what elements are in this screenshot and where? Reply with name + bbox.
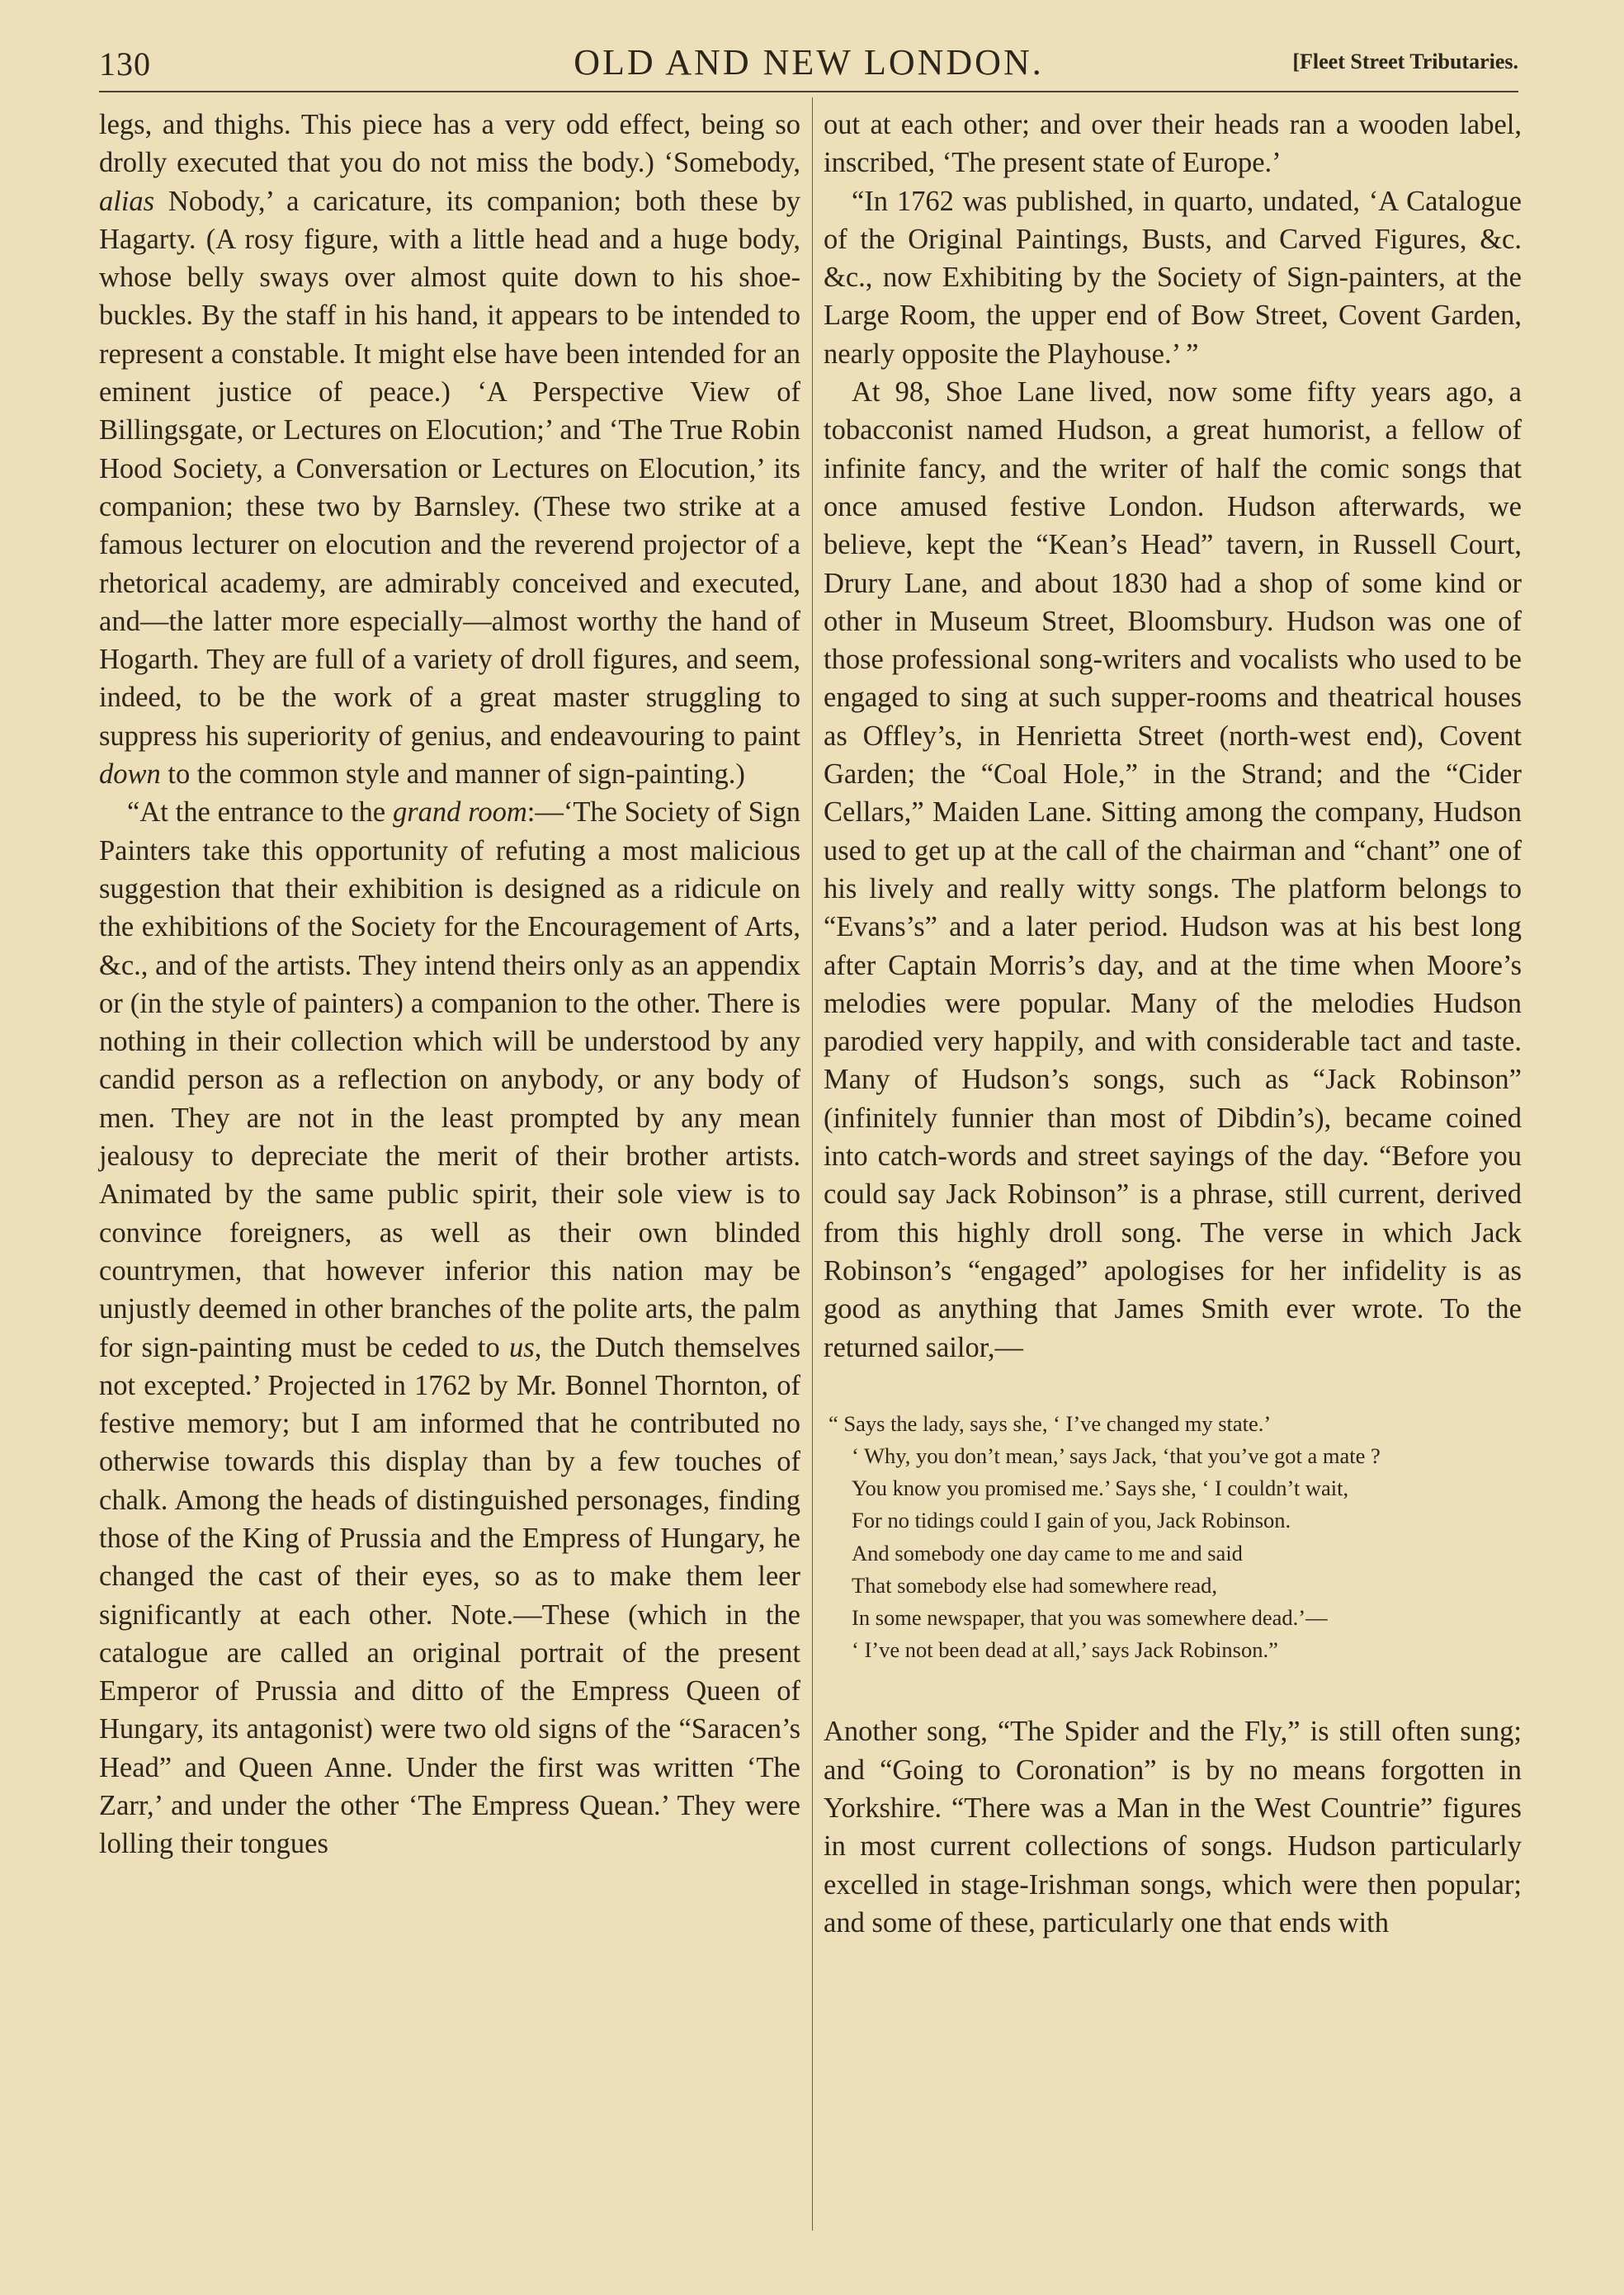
verse-line: That somebody else had somewhere read, bbox=[852, 1572, 1217, 1598]
paragraph: out at each other; and over their heads ran a wooden label, inscribed, ‘The present state of Europe.’ bbox=[824, 109, 1522, 179]
verse-line: And somebody one day came to me and said bbox=[852, 1540, 1243, 1565]
paragraph: “In 1762 was published, in quarto, undated, ‘A Catalogue of the Original Paintings, Busts, and Carved Figures, &c. &c., now Exhibiting by the Society of Sign-painters, at the Large Room, the upper end of Bow Street, Covent Garden, nearly opposite the Playhouse.’ ” bbox=[824, 185, 1522, 370]
verse-line: In some newspaper, that you was somewhere dead.’— bbox=[852, 1605, 1328, 1631]
paragraph: “At the entrance to the grand room:—‘The Society of Sign Painters take this opportunity of refuting a most malicious suggestion that their exhibition is designed as a ridicule on the exhibitions of the Society for the Encouragement of Arts, &c., and of the artists. They intend theirs only as an appendix or (in the style of painters) a companion to the other. There is nothing in their collection which will be understood by any candid person as a reflection on anybody, or any body of men. They are not in the least prompted by any mean jealousy to depreciate the merit of their brother artists. Animated by the same public spirit, their sole view is to convince foreigners, as well as their own blinded countrymen, that however inferior this nation may be unjustly deemed in other branches of the polite arts, the palm for sign-painting must be ceded to us, the Dutch themselves not excepted.’ Projected in 1762 by Mr. Bonnel Thornton, of festive memory; but I am informed that he contributed no otherwise towards this display than by a few touches of chalk. Among the heads of distinguished personages, finding those of the King of Prussia and the Empress of Hungary, he changed the cast of their eyes, so as to make them leer significantly at each other. Note.—These (which in the catalogue are called an original portrait of the present Emperor of Prussia and ditto of the Empress Queen of Hungary, its antagonist) were two old signs of the “Saracen’s Head” and Queen Anne. Under the first was written ‘The Zarr,’ and under the other ‘The Empress Quean.’ They were lolling their tongues bbox=[99, 796, 800, 1860]
verse-line: ‘ Why, you don’t mean,’ says Jack, ‘that you’ve got a mate ? bbox=[852, 1443, 1381, 1468]
verse-line: ‘ I’ve not been dead at all,’ says Jack Robinson.” bbox=[852, 1637, 1278, 1663]
verse-line: You know you promised me.’ Says she, ‘ I couldn’t wait, bbox=[852, 1476, 1349, 1501]
verse-block bbox=[829, 1408, 1522, 1667]
column-divider bbox=[812, 97, 813, 2231]
running-title: OLD AND NEW LONDON. bbox=[574, 42, 1044, 83]
page-number: 130 bbox=[99, 45, 151, 83]
page-header bbox=[99, 31, 1518, 89]
paragraph: legs, and thighs. This piece has a very odd effect, being so drolly executed that you do not miss the body.) ‘Somebody, alias Nobody,’ a caricature, its companion; both these by Hagarty. (A rosy figure, with a little head and a huge body, whose belly sways over almost quite down to his shoe-buckles. By the staff in his hand, it appears to be intended to represent a constable. It might else have been intended for an eminent justice of peace.) ‘A Perspective View of Billingsgate, or Lectures on Elocution;’ and ‘The True Robin Hood Society, a Conversation or Lectures on Elocution,’ its companion; these two by Barnsley. (These two strike at a famous lecturer on elocution and the reverend projector of a rhetorical academy, are admirably conceived and executed, and—the latter more especially—almost worthy the hand of Hogarth. They are full of a variety of droll figures, and seem, indeed, to be the work of a great master struggling to suppress his superiority of genius, and endeavouring to paint down to the common style and manner of sign-painting.) bbox=[99, 109, 800, 791]
section-title: [Fleet Street Tributaries. bbox=[1292, 50, 1518, 73]
header-rule bbox=[99, 91, 1518, 92]
paragraph: Another song, “The Spider and the Fly,” is still often sung; and “Going to Coronation” is by no means forgotten in Yorkshire. “There was a Man in the West Countrie” figures in most current collections of songs. Hudson particularly excelled in stage-Irishman songs, which were then popular; and some of these, particularly one that ends with bbox=[824, 1716, 1522, 1938]
verse-line: “ Says the lady, says she, ‘ I’ve changed my state.’ bbox=[829, 1410, 1272, 1436]
right-column bbox=[824, 106, 1522, 1942]
left-column bbox=[99, 106, 800, 1863]
paragraph: At 98, Shoe Lane lived, now some fifty years ago, a tobacconist named Hudson, a great humorist, a fellow of infinite fancy, and the writer of half the comic songs that once amused festive London. Hudson afterwards, we believe, kept the “Kean’s Head” tavern, in Russell Court, Drury Lane, and about 1830 had a shop of some kind or other in Museum Street, Bloomsbury. Hudson was one of those professional song-writers and vocalists who used to be engaged to sing at such supper-rooms and theatrical houses as Offley’s, in Henrietta Street (north-west end), Covent Garden; the “Coal Hole,” in the Strand; and the “Cider Cellars,” Maiden Lane. Sitting among the company, Hudson used to get up at the call of the chairman and “chant” one of his lively and really witty songs. The platform belongs to “Evans’s” and a later period. Hudson was at his best long after Captain Morris’s day, and at the time when Moore’s melodies were popular. Many of the melodies Hudson parodied very happily, and with considerable tact and taste. Many of Hudson’s songs, such as “Jack Robinson” (infinitely funnier than most of Dibdin’s), became coined into catch-words and street sayings of the day. “Before you could say Jack Robinson” is a phrase, still current, derived from this highly droll song. The verse in which Jack Robinson’s “engaged” apologises for her infidelity is as good as anything that James Smith ever wrote. To the returned sailor,— bbox=[824, 376, 1522, 1363]
verse-line: For no tidings could I gain of you, Jack Robinson. bbox=[852, 1508, 1291, 1533]
